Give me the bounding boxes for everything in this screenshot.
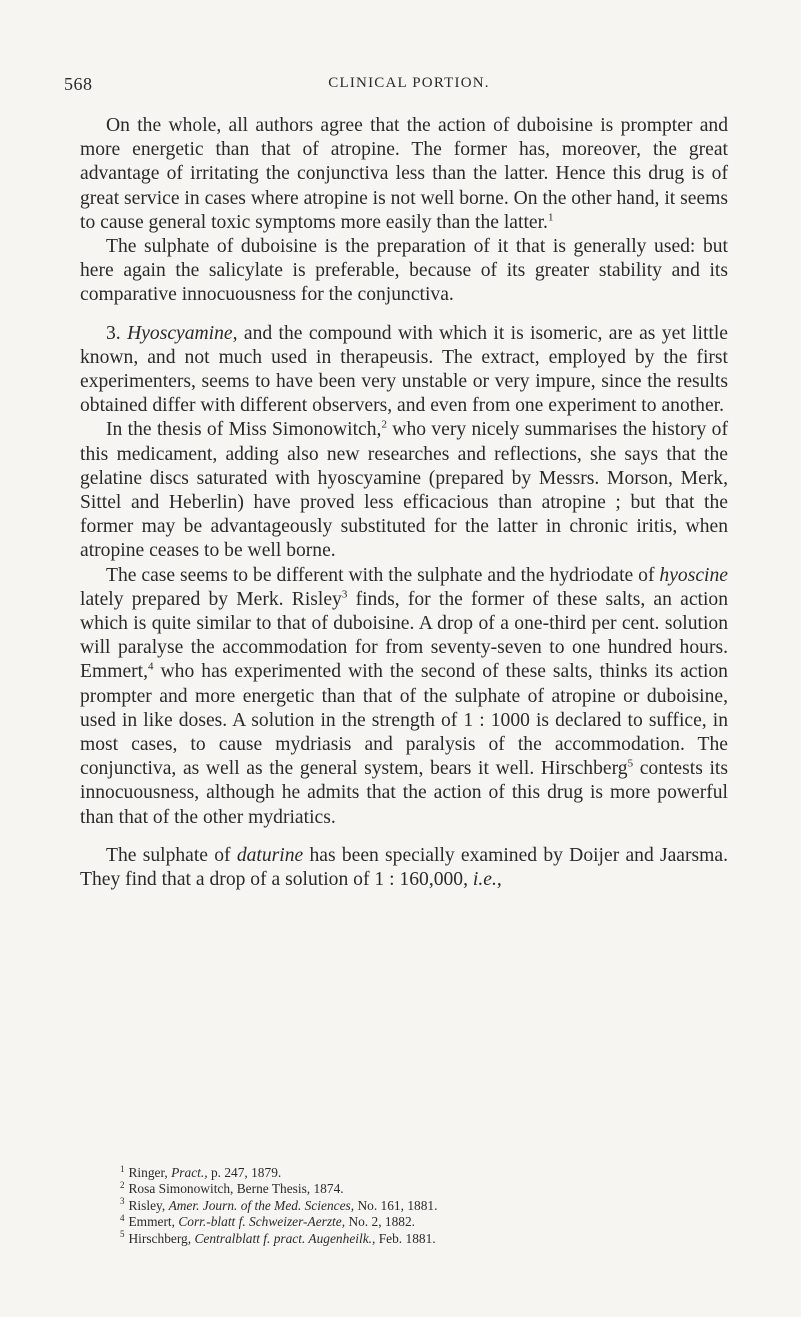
footnote-ref-2: 2	[381, 418, 387, 431]
footnotes	[120, 1165, 740, 1247]
footnote-3: $^3$ Risley, Amer. Journ. of the Med. Sciences, No. 161, 1881.	[120, 1196, 438, 1213]
paragraph-daturine: The sulphate of daturine has been specially examined by Doijer and Jaarsma. They find that a drop of a solution of 1 : 160,000, i.e.,	[80, 844, 728, 891]
paragraph-simonowitch-thesis: In the thesis of Miss Simonowitch,$^2$ who very nicely summarises the history of this medicament, adding also new researches and reflections, she says that the gelatine discs saturated with hyoscyamine (prepared by Messrs. Morson, Merk, Sittel and Heberlin) have proved less efficacious than atropine ; but that the former may be advantageously substituted for the latter in chronic iritis, when atropine ceases to be well borne.	[80, 418, 728, 562]
paragraph-duboisine-sulphate: The sulphate of duboisine is the preparation of it that is generally used: but here again the salicylate is preferable, because of its greater stability and its comparative innocuousness for the conjunctiva.	[80, 236, 728, 306]
running-title: CLINICAL PORTION.	[328, 75, 490, 91]
paragraph-hyoscyamine: 3. Hyoscyamine, and the compound with which it is isomeric, are as yet little known, and not much used in therapeusis. The extract, employed by the first experimenters, seems to have been very unstable or very impure, since the results obtained differ with different observers, and even from one experiment to another.	[80, 322, 728, 417]
paragraph-hyoscine: The case seems to be different with the sulphate and the hydriodate of hyoscine lately prepared by Merk. Risley$^3$ finds, for the former of these salts, an action which is quite similar to that of duboisine. A drop of a one-third per cent. solution will paralyse the accommodation for from seventy-seven to one hundred hours. Emmert,$^4$ who has experimented with the second of these salts, thinks its action prompter and more energetic than that of the sulphate of atropine or duboisine, used in like doses. A solution in the strength of 1 : 1000 is declared to suffice, in most cases, to cause mydriasis and paralysis of the accommodation. The conjunctiva, as well as the general system, bears it well. Hirschberg$^5$ contests its innocuousness, although he admits that the action of this drug is more powerful than that of the other mydriatics.	[80, 564, 728, 828]
term-daturine: daturine	[236, 844, 304, 866]
footnote-ref-3: 3	[341, 588, 348, 601]
page-header	[64, 74, 714, 100]
footnote-ref-5: 5	[627, 757, 634, 770]
footnote-ref-4: 4	[148, 660, 154, 673]
term-hyoscine: hyoscine	[659, 564, 728, 586]
paragraph-duboisine-action: On the whole, all authors agree that the action of duboisine is prompter and more energetic than that of atropine. The former has, moreover, the great advantage of irritating the conjunctiva less than the latter. Hence this drug is of great service in cases where atropine is not well borne. On the other hand, it seems to cause general toxic symptoms more easily than the latter.$^1$	[80, 115, 729, 233]
page-number: 568	[64, 74, 93, 94]
footnote-ref-1: 1	[547, 211, 554, 224]
term-hyoscyamine: Hyoscyamine,	[127, 322, 238, 344]
footnote-2: $^2$ Rosa Simonowitch, Berne Thesis, 1874.	[120, 1179, 344, 1197]
footnote-4: $^4$ Emmert, Corr.-blatt f. Schweizer-Aerzte, No. 2, 1882.	[120, 1212, 416, 1230]
footnote-5: $^5$ Hirschberg, Centralblatt f. pract. Augenheilk., Feb. 1881.	[120, 1229, 436, 1246]
footnote-1: $^1$ Ringer, Pract., p. 247, 1879.	[120, 1163, 282, 1180]
body-text	[80, 114, 728, 892]
